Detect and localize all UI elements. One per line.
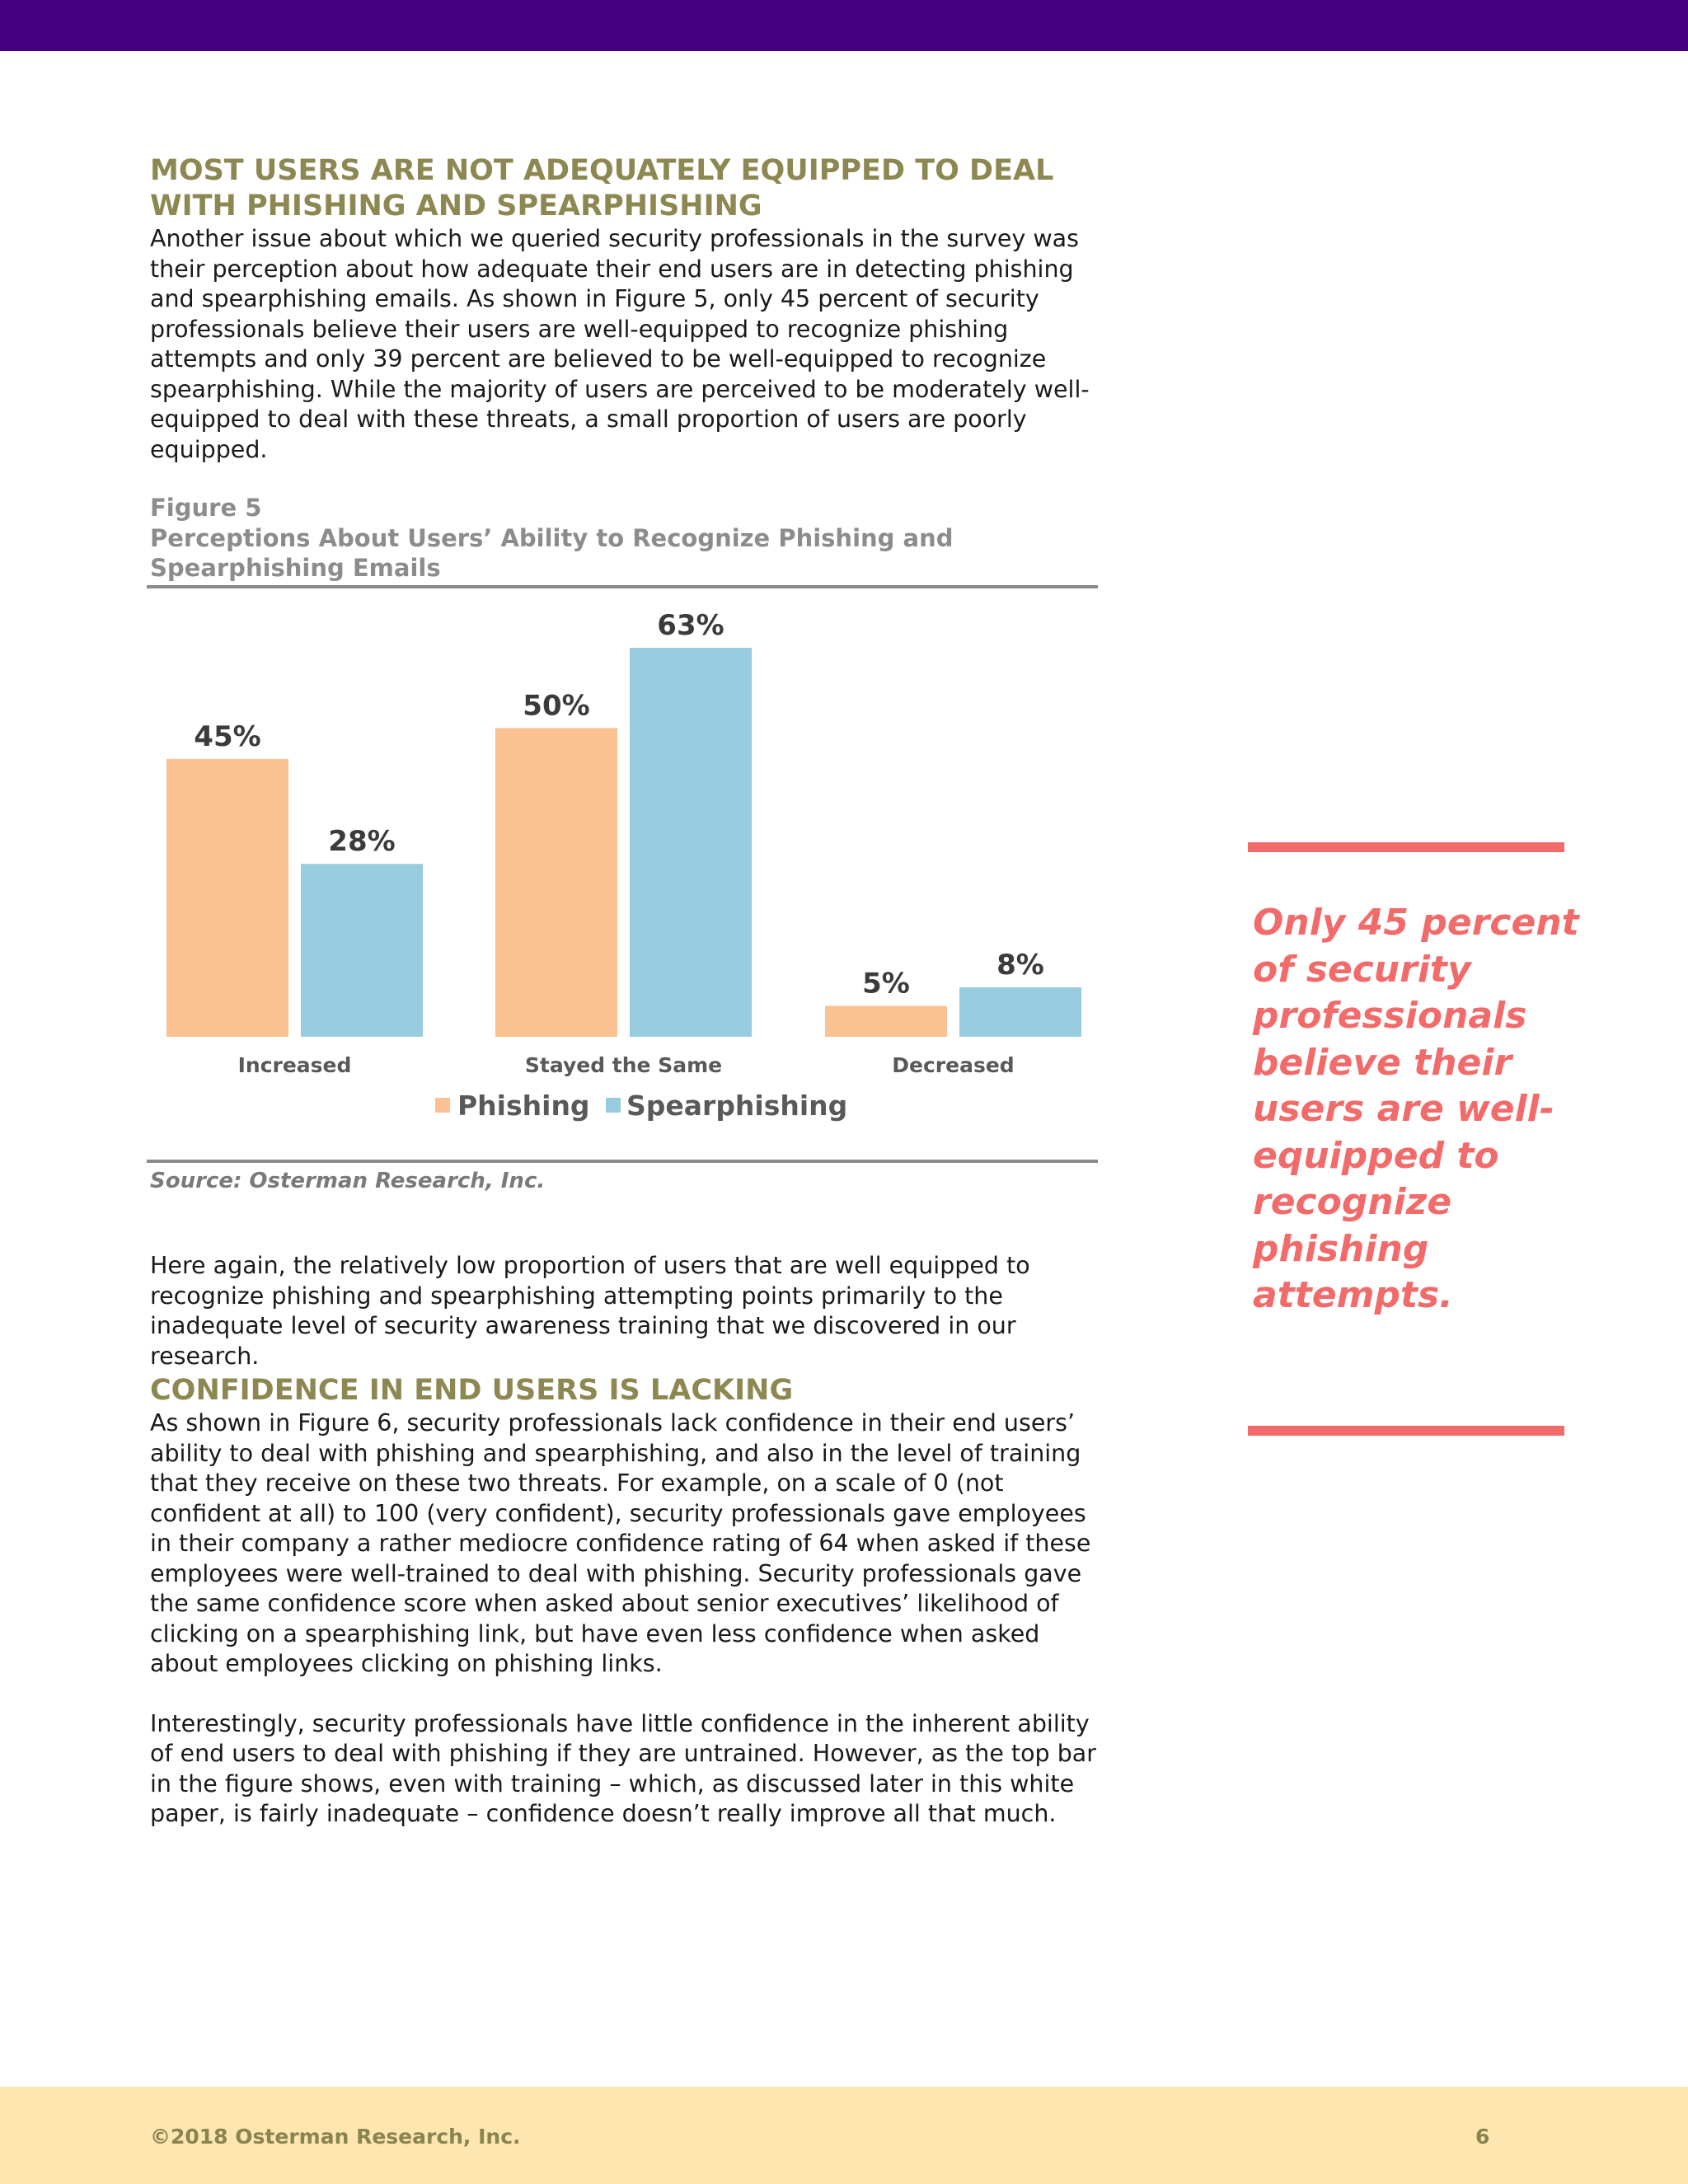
section-confidence — [150, 1373, 1098, 1830]
figure-caption — [150, 493, 1098, 583]
pull-quote: Only 45 percent of security professionals believe their users are well-equipped to recognize phishing attempts. — [1253, 902, 1579, 1316]
paragraph-confidence-2: Interestingly, security professionals have little confidence in the inherent ability of end users to deal with phishing if they are untrained. However, as the top bar in the figure shows, even with training – which, as discussed later in this white paper, is fairly inadequate – confidence doesn’t really improve all that much. — [150, 1709, 1096, 1827]
data-label-spearphishing-1: 63% — [657, 609, 724, 642]
legend-label-phishing: Phishing — [457, 1090, 590, 1122]
paragraph-low-proportion: Here again, the relatively low proportion of users that are well equipped to recognize phishing and spearphishing attempting points primarily to the inadequate level of security awareness training that we discovered in our research. — [150, 1252, 1030, 1370]
figure-title: Perceptions About Users’ Ability to Recognize Phishing and Spearphishing Emails — [150, 523, 954, 582]
section-heading-confidence: CONFIDENCE IN END USERS IS LACKING — [150, 1374, 794, 1407]
figure-bottom-rule — [147, 1160, 1098, 1163]
bar-phishing-2 — [825, 1006, 947, 1037]
legend-swatch-phishing — [435, 1098, 450, 1113]
main-content — [150, 153, 1098, 465]
data-label-phishing-0: 45% — [194, 719, 261, 753]
callout-top-rule — [1248, 842, 1564, 852]
figure-source: Source: Osterman Research, Inc. — [150, 1169, 546, 1193]
figure-number: Figure 5 — [150, 494, 262, 522]
paragraph-confidence-1: As shown in Figure 6, security professionals lack confidence in their end users’ ability to deal with phishing and spearphishing, and also in the level of training that they receive on these two threats. For example, on a scale of 0 (not confident at all) to 100 (very confident), security professionals gave employees in their company a rather mediocre confidence rating of 64 when asked if these employees were well-trained to deal with phishing. Security professionals gave the same confidence score when asked about senior executives’ likelihood of clicking on a spearphishing link, but have even less confidence when asked about employees clicking on phishing links. — [150, 1409, 1091, 1677]
bar-chart — [147, 593, 1098, 1154]
paragraph-block-2 — [150, 1251, 1098, 1371]
footer-page-number: 6 — [1475, 2125, 1490, 2149]
bar-spearphishing-2 — [959, 987, 1081, 1037]
paragraph-users-not-equipped: Another issue about which we queried security professionals in the survey was their perception about how adequate their end users are in detecting phishing and spearphishing emails. As shown in Figure 5, only 45 percent of security professionals believe their users are well-equipped to recognize phishing attempts and only 39 percent are believed to be well-equipped to recognize spearphishing. While the majority of users are perceived to be moderately well-equipped to deal with these threats, a small proportion of users are poorly equipped. — [150, 225, 1090, 463]
legend-swatch-spearphishing — [606, 1098, 621, 1113]
bar-phishing-0 — [166, 759, 288, 1037]
category-label-0: Increased — [237, 1053, 352, 1077]
data-label-spearphishing-0: 28% — [328, 825, 396, 859]
data-label-phishing-1: 50% — [523, 689, 590, 723]
footer-copyright: ©2018 Osterman Research, Inc. — [150, 2125, 521, 2149]
section-heading-users-not-equipped: MOST USERS ARE NOT ADEQUATELY EQUIPPED TO DEAL WITH PHISHING AND SPEARPHISHING — [150, 154, 1054, 223]
callout-bottom-rule — [1248, 1426, 1564, 1436]
category-label-2: Decreased — [892, 1053, 1015, 1077]
figure-5-chart — [147, 593, 1098, 1154]
category-label-1: Stayed the Same — [524, 1053, 723, 1077]
bar-phishing-1 — [495, 728, 617, 1037]
data-label-phishing-2: 5% — [862, 967, 910, 1001]
legend-label-spearphishing: Spearphishing — [626, 1090, 848, 1122]
bar-spearphishing-1 — [630, 648, 752, 1037]
top-color-band — [0, 0, 1688, 51]
data-label-spearphishing-2: 8% — [996, 949, 1044, 982]
figure-top-rule — [147, 585, 1098, 588]
bar-spearphishing-0 — [301, 864, 423, 1037]
